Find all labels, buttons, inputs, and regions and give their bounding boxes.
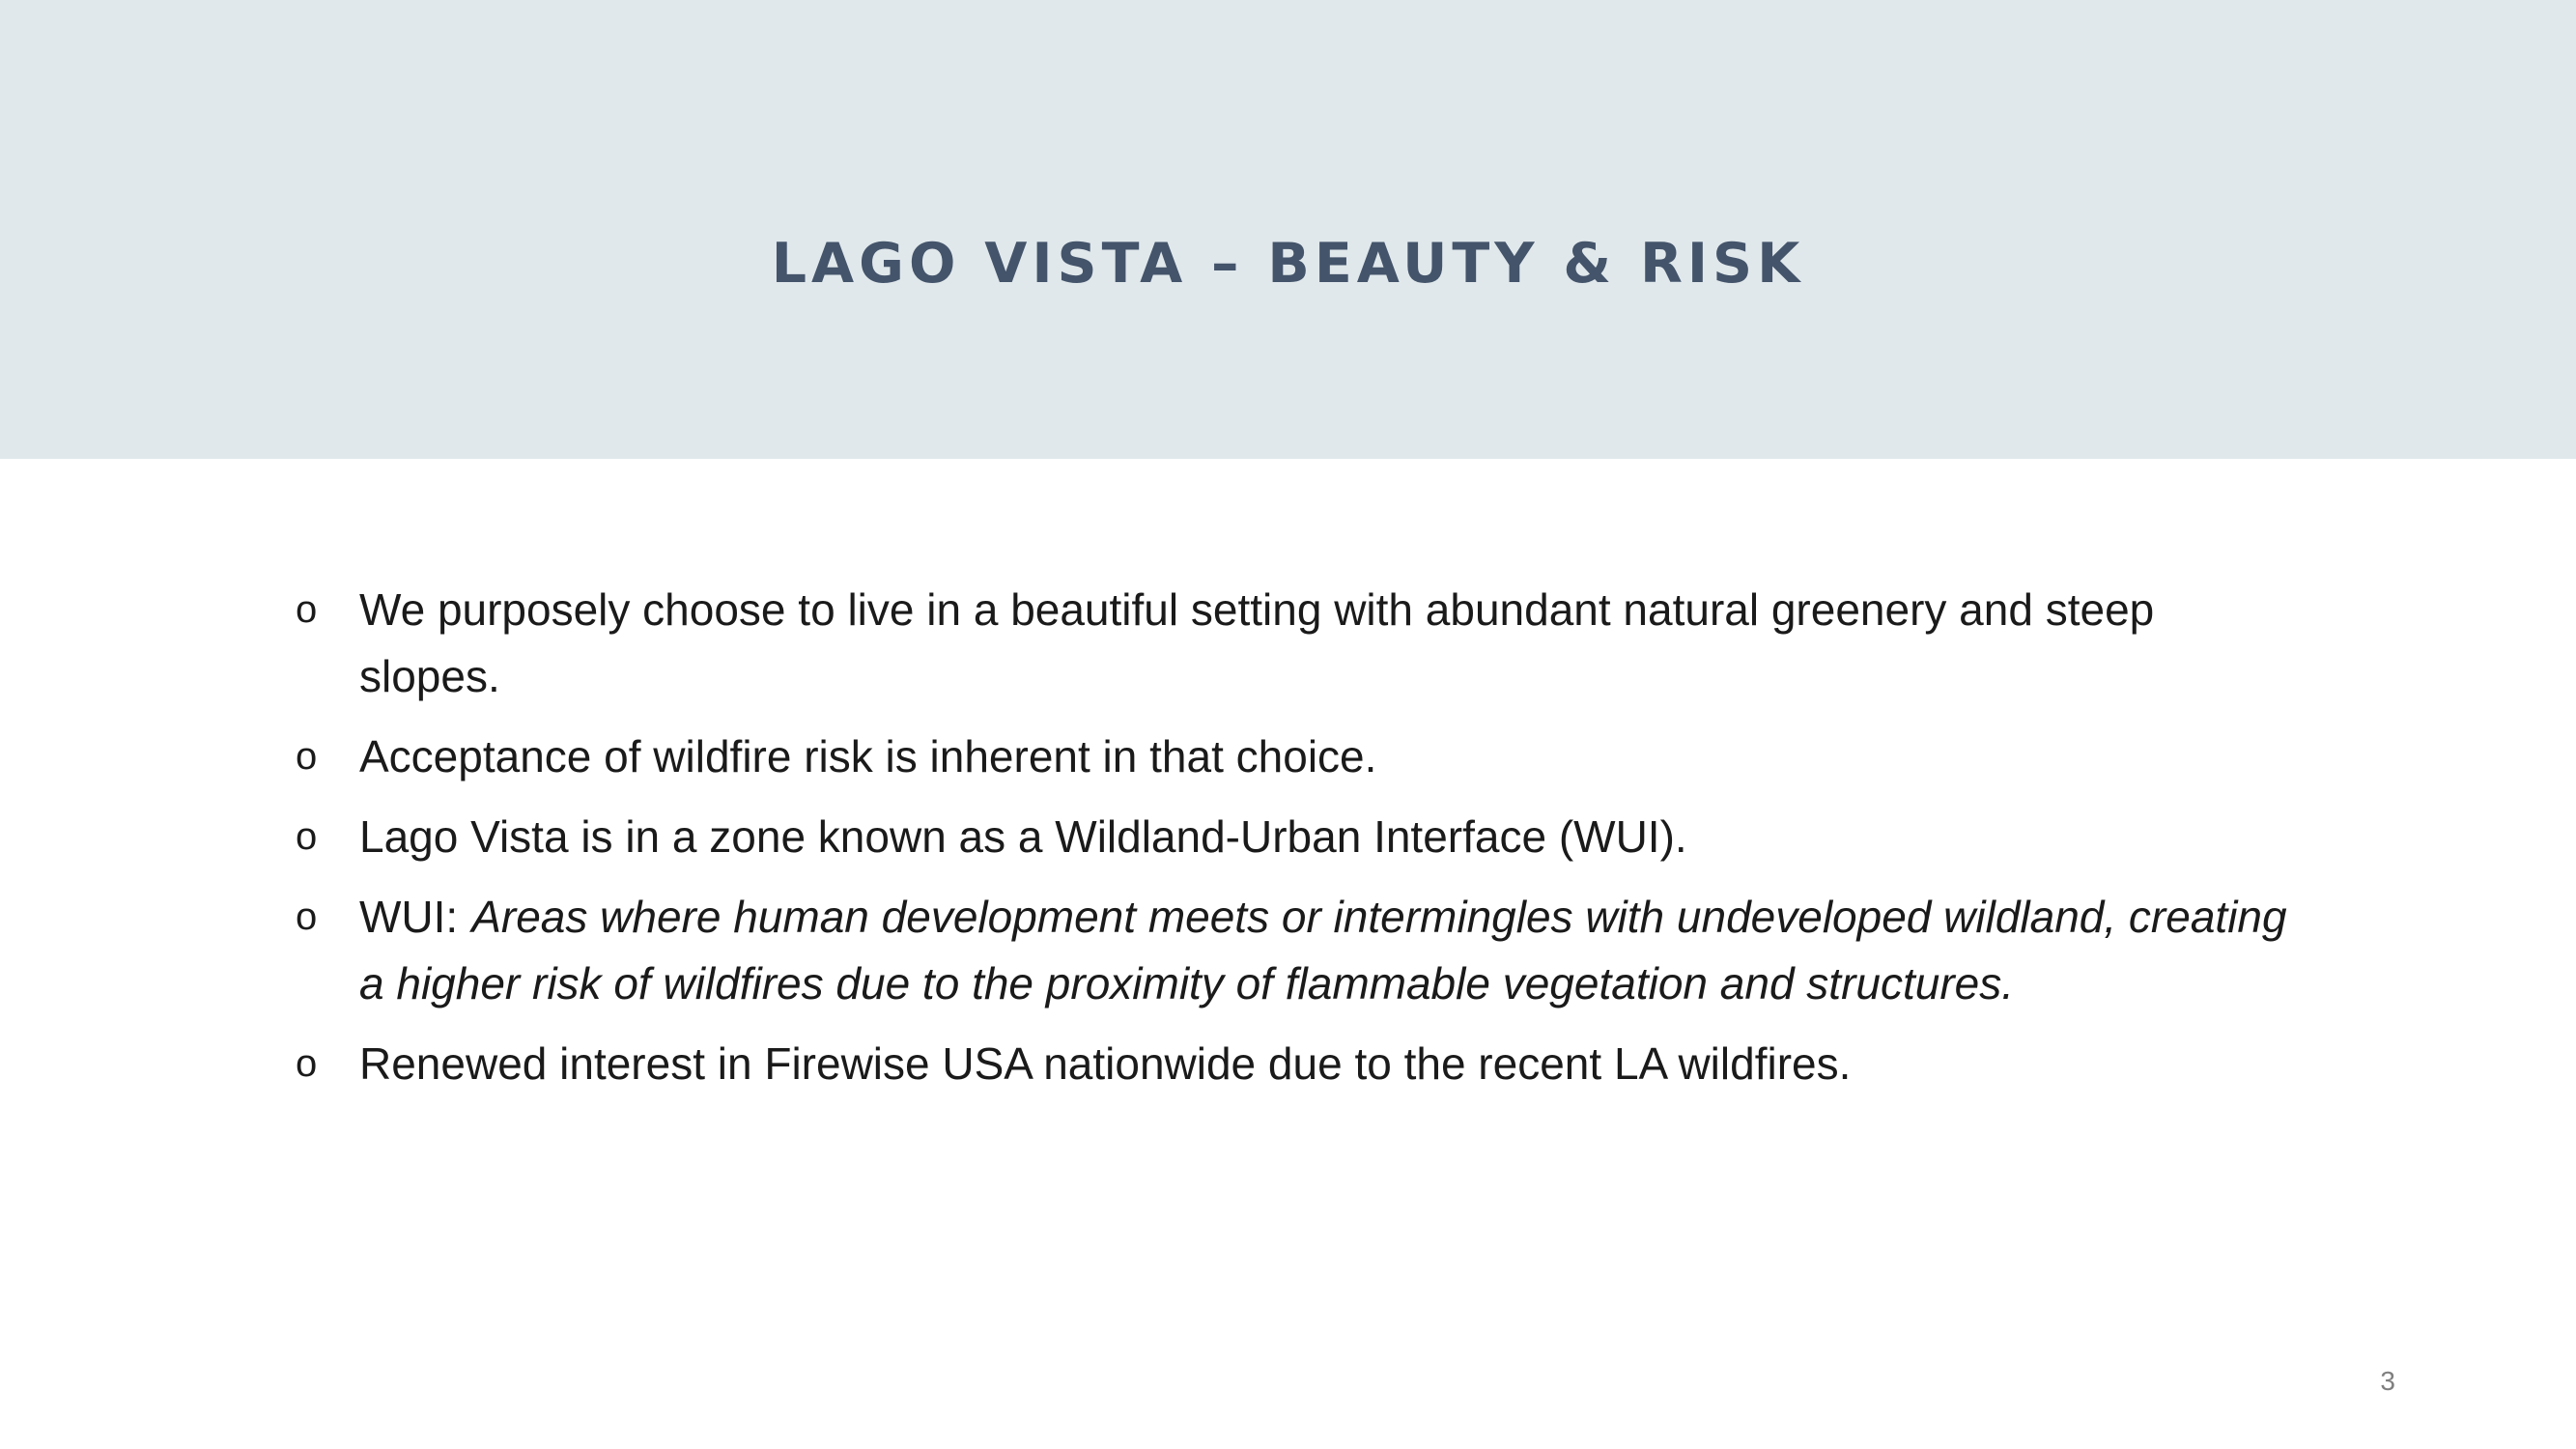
bullet-list: [296, 577, 2305, 1111]
list-item: [296, 884, 2305, 1017]
wui-label: WUI:: [359, 892, 459, 942]
wui-definition: Areas where human development meets or intermingles with undeveloped wildland, creating a higher risk of wildfires due to the proximity of flammable vegetation and structures.: [359, 892, 2287, 1009]
bullet-circle-icon: o: [296, 895, 318, 938]
bullet-text: We purposely choose to live in a beautiful setting with abundant natural greenery and steep slopes.: [359, 584, 2155, 701]
bullet-circle-icon: o: [296, 815, 318, 858]
bullet-text: Acceptance of wildfire risk is inherent in that choice.: [359, 731, 1377, 781]
bullet-text: Renewed interest in Firewise USA nationwide due to the recent LA wildfires.: [359, 1038, 1852, 1089]
bullet-circle-icon: o: [296, 735, 318, 778]
bullet-circle-icon: o: [296, 588, 318, 631]
list-item: [296, 577, 2305, 710]
bullet-text: Lago Vista is in a zone known as a Wildland-Urban Interface (WUI).: [359, 811, 1687, 862]
list-item: [296, 804, 2305, 870]
slide-title: LAGO VISTA – BEAUTY & RISK: [771, 232, 1805, 296]
page-number: 3: [2380, 1366, 2395, 1396]
list-item: [296, 1031, 2305, 1097]
bullet-circle-icon: o: [296, 1042, 318, 1085]
list-item: [296, 724, 2305, 790]
